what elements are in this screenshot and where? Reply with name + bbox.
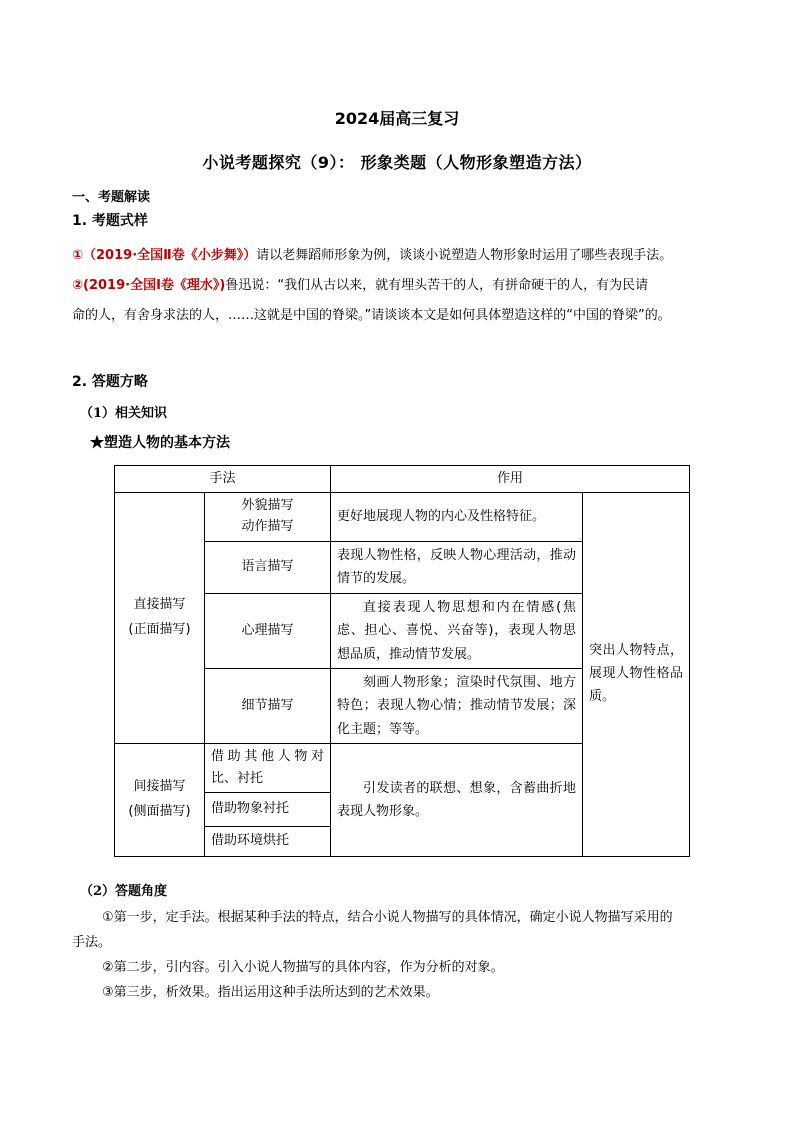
table-header-effect: 作用 [331,466,690,493]
question-2-line-1 [72,274,648,293]
method-cell [205,493,331,542]
question-1-text: 请以老舞蹈师形象为例，谈谈小说塑造人物形象时运用了哪些表现手法。 [256,248,673,263]
direct-label: 直接描写 [133,597,186,613]
method-cell: 细节描写 [205,668,331,743]
step-1-line-1: ①第一步，定手法。根据某种手法的特点，结合小说人物描写的具体情况，确定小说人物描写采用的 [102,910,673,925]
subsection-heading: 1. 考题式样 [72,213,148,229]
page-subtitle: 小说考题探究（9）： 形象类题（人物形象塑造方法） [202,153,592,172]
question-2-text: 鲁迅说：“我们从古以来，就有埋头苦干的人，有拼命硬干的人，有为民请 [225,278,649,293]
method-cell: 心理描写 [205,593,331,668]
indirect-description-cell [115,744,205,857]
part-heading-angle: （2）答题角度 [80,884,168,899]
table-header-method: 手法 [115,466,331,493]
table-row [115,493,690,542]
step-1-line-2: 手法。 [72,935,112,950]
step-2: ②第二步，引内容。引入小说人物描写的具体内容，作为分析的对象。 [102,960,504,975]
effect-cell: 表现人物性格，反映人物心理活动，推动情节的发展。 [331,542,583,594]
methods-table [114,465,690,857]
overall-effect-cell: 突出人物特点，展现人物性格品质。 [583,493,690,857]
question-1 [72,244,672,263]
indirect-label: 间接描写 [133,779,186,795]
question-1-source: ①（2019·全国Ⅱ卷《小步舞》） [72,248,257,263]
step-3: ③第三步，析效果。指出运用这种手法所达到的艺术效果。 [102,985,439,1000]
part-heading-knowledge: （1）相关知识 [80,406,168,421]
method-cell: 借助环境烘托 [205,827,331,857]
method-cell: 借助物象衬托 [205,793,331,827]
direct-label-note: (正面描写) [128,622,191,638]
indirect-effect-cell: 引发读者的联想、想象，含蓄曲折地表现人物形象。 [331,744,583,857]
part-subheading-methods: ★塑造人物的基本方法 [90,435,230,451]
method-cell: 借助其他人物对比、衬托 [205,744,331,793]
indirect-label-note: (侧面描写) [128,804,191,820]
method-appearance: 外貌描写 [241,498,294,514]
effect-cell: 直接表现人物思想和内在情感(焦虑、担心、喜悦、兴奋等)，表现人物思想品质，推动情节发展。 [331,593,583,668]
effect-cell: 更好地展现人物的内心及性格特征。 [331,493,583,542]
effect-cell: 刻画人物形象；渲染时代氛围、地方特色；表现人物心情；推动情节发展；深化主题；等等。 [331,668,583,743]
direct-description-cell [115,493,205,744]
question-2-line-2: 命的人，有舍身求法的人，……这就是中国的脊梁。”请谈谈本文是如何具体塑造这样的“中国的脊梁”的。 [72,308,671,323]
method-cell: 语言描写 [205,542,331,594]
method-action: 动作描写 [241,519,294,534]
section-heading-strategy: 2. 答题方略 [72,374,148,390]
section-heading: 一、考题解读 [72,190,151,205]
page-title: 2024届高三复习 [334,109,460,128]
question-2-source: ②(2019·全国Ⅰ卷《理水》) [72,278,226,293]
